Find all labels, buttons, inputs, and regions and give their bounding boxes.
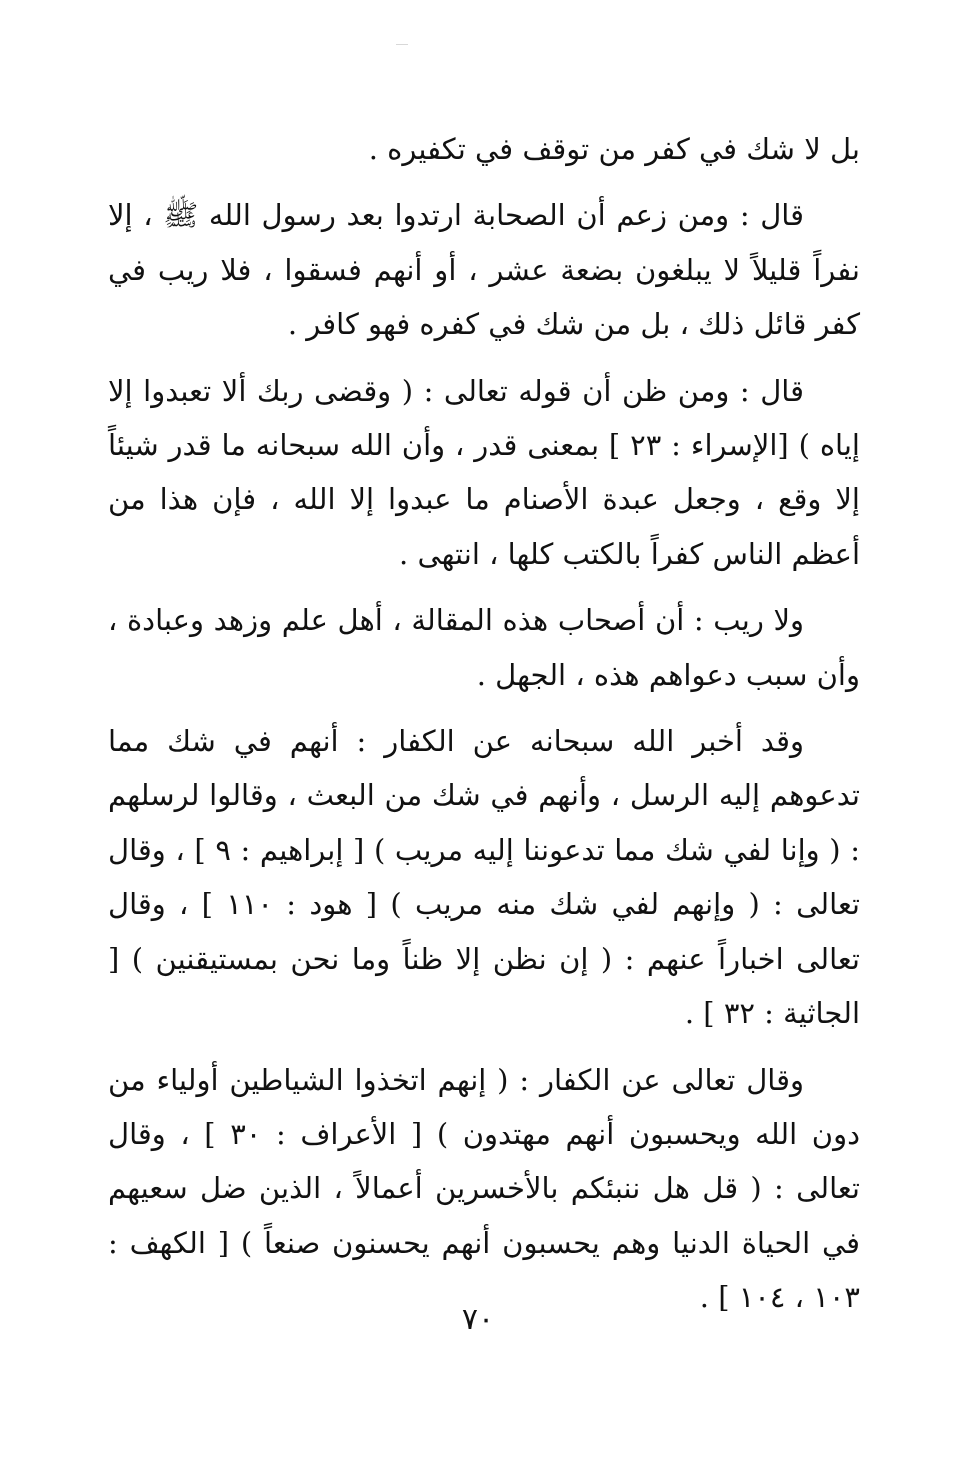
paragraph: وقد أخبر الله سبحانه عن الكفار : أنهم في شك مما تدعوهم إليه الرسل ، وأنهم في شك من البعث ، وقالوا لرسلهم : ( وإنا لفي شك مما تدعوننا إليه مريب ) [ إبراهيم : ٩ ] ، وقال تعالى : ( وإنهم لفي شك منه مريب ) [ هود : ١١٠ ] ، وقال تعالى اخباراً عنهم : ( إن نظن إلا ظناً وما نحن بمستيقنين ) [ الجاثية : ٣٢ ] . <box>108 724 861 1031</box>
main-text <box>108 122 860 1337</box>
scan-mark <box>396 44 408 45</box>
paragraph: قال : ومن ظن أن قوله تعالى : ( وقضى ربك ألا تعبدوا إلا إياه ) [الإسراء : ٢٣ ] بمعنى قدر ، وأن الله سبحانه ما قدر شيئاً إلا وقع ، وجعل عبدة الأصنام ما عبدوا إلا الله ، فإن هذا من أعظم الناس كفراً بالكتب كلها ، انتهى . <box>108 373 860 571</box>
paragraph: ولا ريب : أن أصحاب هذه المقالة ، أهل علم وزهد وعبادة ، وأن سبب دعواهم هذه ، الجهل . <box>108 603 860 692</box>
paragraph: وقال تعالى عن الكفار : ( إنهم اتخذوا الشياطين أولياء من دون الله ويحسبون أنهم مهتدون ) [ الأعراف : ٣٠ ] ، وقال تعالى : ( قل هل ننبئكم بالأخسرين أعمالاً ، الذين ضل سعيهم في الحياة الدنيا وهم يحسبون أنهم يحسنون صنعاً ) [ الكهف : ١٠٣ ، ١٠٤ ] . <box>108 1062 860 1315</box>
page-number: ٧٠ <box>461 1302 495 1337</box>
paragraph: قال : ومن زعم أن الصحابة ارتدوا بعد رسول الله ﷺ ، إلا نفراً قليلاً لا يبلغون بضعة عشر ، أو أنهم فسقوا ، فلا ريب في كفر قائل ذلك ، بل من شك في كفره فهو كافر . <box>108 198 860 342</box>
paragraph: بل لا شك في كفر من توقف في تكفيره . <box>368 132 860 166</box>
